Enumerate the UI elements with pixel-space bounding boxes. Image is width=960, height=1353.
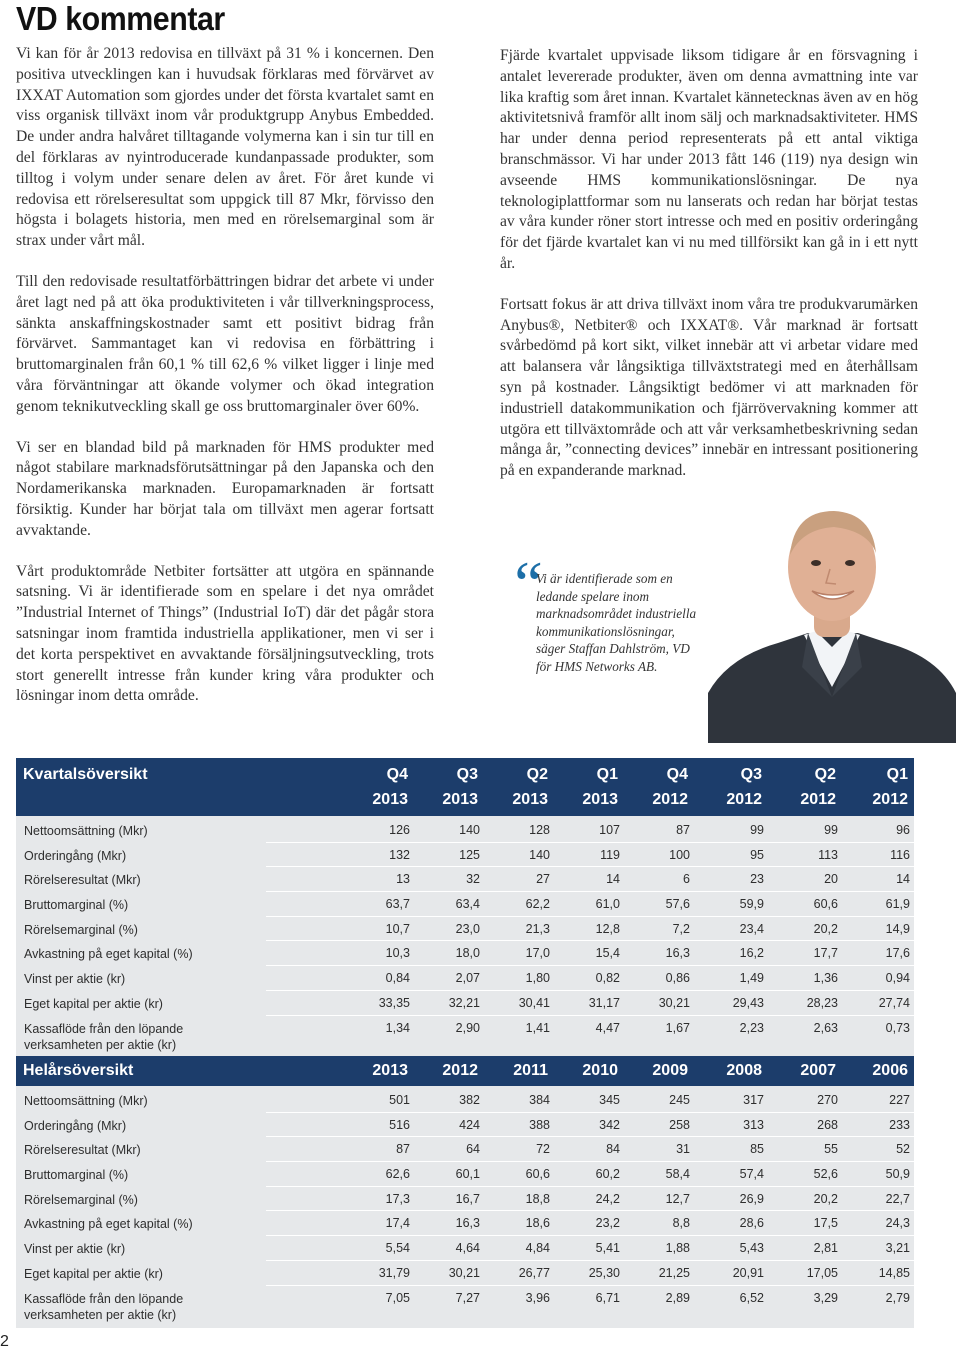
column-header-quarter: Q1 — [596, 766, 618, 783]
table-cell: 21,25 — [658, 1265, 690, 1280]
table-cell: 60,6 — [813, 897, 838, 912]
column-header-year: 2013 — [512, 791, 548, 808]
quarterly-table-body — [16, 816, 914, 1058]
table-cell: 20,2 — [813, 921, 838, 936]
table-cell: 4,84 — [525, 1241, 550, 1256]
table-cell: 27 — [536, 872, 550, 887]
column-header-quarter: Q1 — [886, 766, 908, 783]
table-cell: 8,8 — [672, 1216, 690, 1231]
left-text-column — [16, 44, 434, 727]
table-cell: 1,67 — [665, 1020, 690, 1035]
table-cell: 14,9 — [885, 921, 910, 936]
table-cell: 313 — [743, 1117, 764, 1132]
column-header-year: 2012 — [872, 791, 908, 808]
table-cell: 258 — [669, 1117, 690, 1132]
table-cell: 23,2 — [595, 1216, 620, 1231]
table-cell: 5,43 — [739, 1241, 764, 1256]
table-cell: 2,81 — [813, 1241, 838, 1256]
table-cell: 2,79 — [885, 1290, 910, 1305]
table-cell: 95 — [750, 847, 764, 862]
ceo-portrait — [708, 497, 956, 743]
table-cell: 4,64 — [455, 1241, 480, 1256]
table-row — [16, 867, 914, 892]
table-cell: 58,4 — [665, 1167, 690, 1182]
row-label: Rörelseresultat (Mkr) — [24, 1143, 141, 1158]
yearly-table — [16, 1056, 914, 1328]
table-cell: 268 — [817, 1117, 838, 1132]
table-cell: 21,3 — [525, 921, 550, 936]
table-cell: 20,91 — [732, 1265, 764, 1280]
column-header-year: 2013 — [582, 791, 618, 808]
table-cell: 345 — [599, 1093, 620, 1107]
table-cell: 18,8 — [525, 1191, 550, 1206]
table-cell: 64 — [466, 1142, 480, 1157]
column-header-quarter: Q4 — [666, 766, 688, 783]
table-row — [16, 1137, 914, 1162]
paragraph: Vårt produktområde Netbiter fortsätter att utgöra en spännande satsning. Vi är identifierade som en spelare i det nya området ”Industrial Internet of Things” (Industrial IoT) där det pågår stora satsningar inom framtida industriella applikationer, men vi ser i det korta perspektivet en avvaktande försäljningsutveckling, trots stort generellt intresse från kunder kring våra produkter och lösningar inom detta område. — [16, 562, 434, 705]
table-cell: 28,23 — [806, 995, 838, 1010]
row-label: Kassaflöde från den löpande verksamheten per aktie (kr) — [24, 1021, 184, 1052]
table-cell: 32,21 — [448, 995, 480, 1010]
table-cell: 63,7 — [385, 897, 410, 912]
table-cell: 57,4 — [739, 1167, 764, 1182]
table-cell: 1,36 — [813, 971, 838, 986]
table-cell: 2,23 — [739, 1020, 764, 1035]
table-cell: 128 — [529, 823, 550, 837]
table-cell: 31,79 — [378, 1265, 410, 1280]
table-cell: 20 — [824, 872, 838, 887]
column-header-year: 2008 — [726, 1062, 762, 1079]
column-header-year: 2013 — [372, 1062, 408, 1079]
table-cell: 18,6 — [525, 1216, 550, 1231]
table-cell: 10,3 — [385, 946, 410, 961]
right-text-column — [500, 46, 918, 502]
row-label: Rörelsemarginal (%) — [24, 922, 138, 937]
table-cell: 227 — [889, 1093, 910, 1107]
table-row — [16, 1261, 914, 1286]
table-cell: 1,49 — [739, 971, 764, 986]
pull-quote: Vi är identifierade som en ledande spelare inom marknadsområdet industriella kommunikationslösningar, säger Staffan Dahlström, VD för HMS Networks AB. — [536, 571, 697, 674]
table-cell: 20,2 — [813, 1191, 838, 1206]
table-cell: 30,41 — [518, 995, 550, 1010]
table-cell: 0,94 — [885, 971, 910, 986]
table-cell: 1,34 — [385, 1020, 410, 1035]
table-cell: 26,9 — [739, 1191, 764, 1206]
table-cell: 245 — [669, 1093, 690, 1107]
table-cell: 3,96 — [525, 1290, 550, 1305]
table-cell: 0,86 — [665, 971, 690, 986]
table-cell: 26,77 — [518, 1265, 550, 1280]
table-cell: 0,82 — [595, 971, 620, 986]
quote-mark: “ — [508, 548, 544, 619]
table-cell: 1,80 — [525, 971, 550, 986]
row-label: Rörelseresultat (Mkr) — [24, 873, 141, 888]
table-row — [16, 1211, 914, 1236]
table-cell: 25,30 — [588, 1265, 620, 1280]
table-cell: 32 — [466, 872, 480, 887]
table-cell: 2,90 — [455, 1020, 480, 1035]
table-row — [16, 966, 914, 991]
table-cell: 61,0 — [595, 897, 620, 912]
table-cell: 7,05 — [385, 1290, 410, 1305]
column-header-year: 2013 — [442, 791, 478, 808]
table-cell: 28,6 — [739, 1216, 764, 1231]
column-header-year: 2010 — [582, 1062, 618, 1079]
table-cell: 18,0 — [455, 946, 480, 961]
table-cell: 119 — [600, 847, 620, 862]
portrait-illustration — [708, 497, 956, 743]
table-cell: 16,2 — [739, 946, 764, 961]
table-cell: 13 — [396, 872, 410, 887]
table-cell: 62,2 — [525, 897, 550, 912]
paragraph: Fortsatt fokus är att driva tillväxt inom våra tre produkvarumärken Anybus®, Netbiter® och IXXAT®. Vår marknad är fortsatt svårbedömd på kort sikt, vilket innebär att vi arbetar vidare med att balansera vår långsiktiga tillväxtstrategi med en återhållsam syn på kostnader. Långsiktigt bedömer vi att marknaden för industriell datakommunikation och fjärrövervakning kommer att utgöra ett tillväxtområde och att vår verksamhetbeskrivning sedan många år, ”connecting devices” innebär en intressant positionering på en expanderande marknad. — [500, 295, 918, 480]
column-header-year: 2013 — [372, 791, 408, 808]
yearly-table-body — [16, 1086, 914, 1328]
table-cell: 27,74 — [878, 995, 910, 1010]
quarterly-table — [16, 758, 914, 1058]
table-cell: 17,5 — [813, 1216, 838, 1231]
table-row — [16, 941, 914, 966]
column-header-quarter: Q2 — [814, 766, 836, 783]
table-row — [16, 1162, 914, 1187]
table-cell: 6,52 — [739, 1290, 764, 1305]
row-label: Orderingång (Mkr) — [24, 1118, 127, 1133]
table-cell: 6,71 — [595, 1290, 620, 1305]
table-cell: 132 — [389, 847, 410, 862]
table-cell: 85 — [750, 1142, 764, 1157]
table-cell: 342 — [599, 1117, 620, 1132]
table-cell: 22,7 — [885, 1191, 910, 1206]
row-label: Orderingång (Mkr) — [24, 848, 127, 863]
table-row — [16, 1286, 914, 1326]
table-cell: 233 — [889, 1117, 910, 1132]
table-cell: 317 — [743, 1093, 764, 1107]
table-cell: 24,3 — [885, 1216, 910, 1231]
row-label: Kassaflöde från den löpande verksamheten per aktie (kr) — [24, 1291, 184, 1322]
paragraph: Fjärde kvartalet uppvisade liksom tidigare år en försvagning i antalet levererade produkter, även om denna avmattning inte var lika kraftig som året innan. Kvartalet kännetecknas även av en hög aktivitetsnivå framför allt inom sälj och marknadsaktiviteter. HMS har under denna period representerats på ett antal viktiga branschmässor. Vi har under 2013 fått 146 (119) nya design win avseende HMS kommunikationslösningar. De nya teknologiplattformar som nu lanserats och redan har börjat testas av våra kunder röner stort intresse och med en positiv orderingång för det fjärde kvartalet kan vi nu med tillförsikt kan gå in i ett nytt år. — [500, 47, 918, 272]
table-title: Helårsöversikt — [23, 1062, 134, 1079]
column-header-year: 2012 — [652, 791, 688, 808]
table-cell: 24,2 — [595, 1191, 620, 1206]
table-cell: 116 — [890, 847, 910, 862]
table-cell: 17,0 — [525, 946, 550, 961]
table-cell: 125 — [459, 847, 480, 862]
table-row — [16, 1236, 914, 1261]
table-cell: 424 — [459, 1117, 480, 1132]
table-cell: 30,21 — [658, 995, 690, 1010]
table-cell: 61,9 — [885, 897, 910, 912]
table-row — [16, 991, 914, 1016]
table-cell: 30,21 — [448, 1265, 480, 1280]
row-label: Rörelsemarginal (%) — [24, 1192, 138, 1207]
table-title: Kvartalsöversikt — [23, 766, 148, 783]
table-cell: 17,7 — [813, 946, 838, 961]
table-cell: 2,89 — [665, 1290, 690, 1305]
table-cell: 0,73 — [885, 1020, 910, 1035]
table-cell: 107 — [599, 823, 620, 837]
table-cell: 60,1 — [455, 1167, 480, 1182]
paragraph: Vi ser en blandad bild på marknaden för HMS produkter med något stabilare marknadsförutsättningar på den Japanska och den Nordamerikanska marknaden. Europamarknaden är fortsatt försiktig. Kunder har börjat tala om tillväxt men agerar fortsatt avvaktande. — [16, 438, 434, 539]
table-cell: 140 — [529, 847, 550, 862]
table-row — [16, 818, 914, 843]
row-label: Vinst per aktie (kr) — [24, 972, 126, 987]
page-title: VD kommentar — [16, 0, 225, 37]
table-cell: 23,4 — [739, 921, 764, 936]
table-cell: 12,8 — [595, 921, 620, 936]
table-cell: 31,17 — [588, 995, 620, 1010]
column-header-year: 2012 — [800, 791, 836, 808]
table-row — [16, 843, 914, 868]
table-row — [16, 1113, 914, 1138]
table-cell: 16,3 — [665, 946, 690, 961]
table-cell: 126 — [389, 823, 410, 837]
table-cell: 63,4 — [455, 897, 480, 912]
table-cell: 17,3 — [385, 1191, 410, 1206]
column-header-quarter: Q3 — [740, 766, 762, 783]
table-cell: 87 — [396, 1142, 410, 1157]
table-row — [16, 1016, 914, 1056]
table-cell: 52 — [896, 1142, 910, 1157]
table-cell: 50,9 — [885, 1167, 910, 1182]
table-cell: 29,43 — [732, 995, 764, 1010]
row-label: Nettoomsättning (Mkr) — [24, 1094, 148, 1108]
table-cell: 5,54 — [385, 1241, 410, 1256]
table-cell: 384 — [529, 1093, 550, 1107]
table-cell: 96 — [896, 823, 910, 837]
table-cell: 388 — [529, 1117, 550, 1132]
table-cell: 113 — [818, 847, 838, 862]
table-cell: 6 — [683, 872, 690, 887]
table-cell: 16,7 — [455, 1191, 480, 1206]
column-header-year: 2011 — [513, 1062, 548, 1079]
column-header-year: 2012 — [726, 791, 762, 808]
paragraph: Vi kan för år 2013 redovisa en tillväxt på 31 % i koncernen. Den positiva utvecklingen kan i huvudsak förklaras med förvärvet av IXXAT Automation som gjordes under det första kvartalet samt en viss organisk tillväxt inom vår produktgrupp Anybus Embedded. De under andra halvåret tilltagande volymerna kan i sin tur till en del förklaras av nyintroducerade kundanpassade produkter, som tilltog i volym under senare delen av året. För året kunde vi redovisa ett rörelseresultat som uppgick till 87 Mkr, förvisso den högsta i bolagets historia, men med en rörelsemarginal som är strax under vårt mål. — [16, 45, 434, 250]
table-cell: 100 — [669, 847, 690, 862]
column-header-quarter: Q3 — [456, 766, 478, 783]
table-row — [16, 1088, 914, 1113]
table-cell: 99 — [750, 823, 764, 837]
table-cell: 62,6 — [385, 1167, 410, 1182]
table-cell: 14,85 — [878, 1265, 910, 1280]
table-cell: 14 — [896, 872, 910, 887]
table-cell: 87 — [676, 823, 690, 837]
column-header-year: 2006 — [872, 1062, 908, 1079]
table-cell: 12,7 — [665, 1191, 690, 1206]
row-label: Eget kapital per aktie (kr) — [24, 996, 163, 1011]
table-cell: 59,9 — [739, 897, 764, 912]
row-label: Nettoomsättning (Mkr) — [24, 824, 148, 838]
table-cell: 1,41 — [525, 1020, 550, 1035]
table-cell: 270 — [817, 1093, 838, 1107]
table-cell: 3,29 — [813, 1290, 838, 1305]
table-cell: 382 — [459, 1093, 480, 1107]
table-row — [16, 1187, 914, 1212]
table-cell: 60,6 — [525, 1167, 550, 1182]
table-cell: 15,4 — [595, 946, 620, 961]
table-cell: 2,07 — [455, 971, 480, 986]
table-cell: 57,6 — [665, 897, 690, 912]
table-cell: 5,41 — [595, 1241, 620, 1256]
quarterly-table-header — [16, 758, 914, 816]
row-label: Bruttomarginal (%) — [24, 1168, 129, 1183]
column-header-year: 2012 — [442, 1062, 478, 1079]
table-cell: 16,3 — [455, 1216, 480, 1231]
table-cell: 10,7 — [385, 921, 410, 936]
column-header-quarter: Q4 — [386, 766, 408, 783]
row-label: Avkastning på eget kapital (%) — [24, 1217, 193, 1232]
table-cell: 17,05 — [806, 1265, 838, 1280]
page-number: 2 — [0, 1333, 9, 1350]
column-header-year: 2007 — [800, 1062, 836, 1079]
row-label: Avkastning på eget kapital (%) — [24, 947, 193, 962]
table-cell: 72 — [536, 1142, 550, 1157]
table-cell: 17,4 — [385, 1216, 410, 1231]
row-label: Bruttomarginal (%) — [24, 898, 129, 913]
table-cell: 33,35 — [378, 995, 410, 1010]
table-cell: 23,0 — [455, 921, 480, 936]
table-cell: 7,27 — [455, 1290, 480, 1305]
yearly-table-header — [16, 1056, 914, 1086]
table-cell: 1,88 — [665, 1241, 690, 1256]
table-cell: 14 — [606, 872, 620, 887]
row-label: Eget kapital per aktie (kr) — [24, 1266, 163, 1281]
table-cell: 23 — [750, 872, 764, 887]
row-label: Vinst per aktie (kr) — [24, 1242, 126, 1257]
table-row — [16, 917, 914, 942]
table-cell: 3,21 — [885, 1241, 910, 1256]
table-cell: 7,2 — [672, 921, 690, 936]
paragraph: Till den redovisade resultatförbättringen bidrar det arbete vi under året lagt ned på att öka produktiviteten i vår tillverkningsprocess, sänkta anskaffningskostnader samt ett positivt bidrag från förvärvet. Sammantaget kan vi redovisa en förbättring i bruttomarginalen från 60,1 % till 62,6 % vilket ligger i linje med våra förväntningar att ökande volymer och ökad integration genom teknikutveckling skall ge oss bruttomarginaler över 60%. — [16, 272, 434, 415]
table-cell: 52,6 — [813, 1167, 838, 1182]
table-cell: 516 — [389, 1117, 410, 1132]
table-cell: 501 — [389, 1093, 410, 1107]
table-cell: 140 — [459, 823, 480, 837]
table-row — [16, 892, 914, 917]
table-cell: 55 — [824, 1142, 838, 1157]
table-cell: 84 — [606, 1142, 620, 1157]
table-cell: 2,63 — [813, 1020, 838, 1035]
column-header-quarter: Q2 — [526, 766, 548, 783]
table-cell: 4,47 — [595, 1020, 620, 1035]
table-cell: 0,84 — [385, 971, 410, 986]
column-header-year: 2009 — [652, 1062, 688, 1079]
table-cell: 60,2 — [595, 1167, 620, 1182]
table-cell: 99 — [824, 823, 838, 837]
table-cell: 31 — [676, 1142, 690, 1157]
table-cell: 17,6 — [885, 946, 910, 961]
